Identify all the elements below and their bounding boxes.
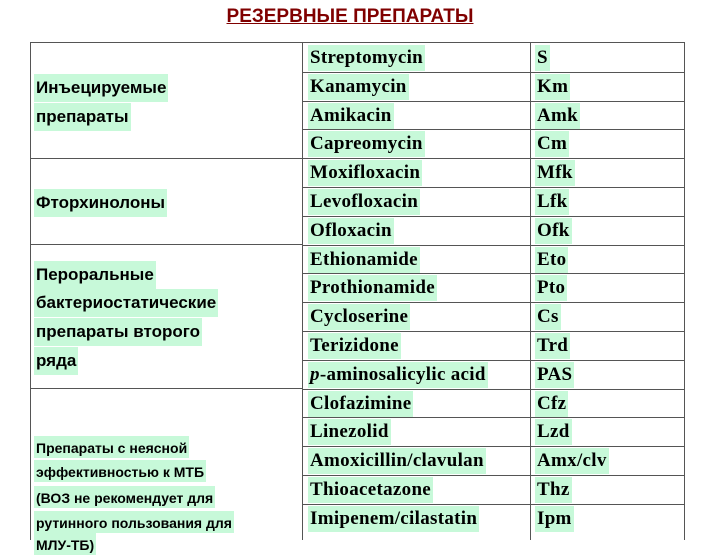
category-line: (ВОЗ не рекомендует для (34, 486, 215, 508)
row-separator (302, 446, 684, 447)
drug-name (308, 304, 410, 330)
drug-name-text: -aminosalicylic acid (319, 364, 486, 385)
drug-name-text: Capreomycin (310, 133, 423, 154)
drug-name-text: Amoxicillin/clavulan (310, 450, 484, 471)
table-top-border (30, 42, 684, 43)
category-separator (30, 244, 302, 245)
category-line: препараты второго (34, 318, 202, 346)
drug-name (308, 131, 425, 157)
drug-abbreviation: Ofk (535, 218, 572, 244)
drug-abbreviation: Amk (535, 103, 580, 129)
table-border-right (684, 42, 685, 540)
drug-name-text: Levofloxacin (310, 191, 419, 212)
row-separator (302, 475, 684, 476)
drug-abbreviation: PAS (535, 362, 574, 388)
drug-abbreviation: Trd (535, 333, 570, 359)
category-line: Пероральные (34, 261, 156, 289)
category-line: эффективностью к МТБ (34, 460, 206, 482)
drug-name (308, 45, 425, 71)
drug-name (308, 419, 391, 445)
drug-name-text: Cycloserine (310, 306, 409, 327)
drug-name-text: Terizidone (310, 335, 399, 356)
category-separator (30, 158, 302, 159)
category-line: рутинного пользования для (34, 511, 234, 533)
row-separator (302, 302, 684, 303)
drug-name-text: Imipenem/cilastatin (310, 508, 478, 529)
drug-name-text: Ethionamide (310, 249, 418, 270)
drug-abbreviation: Mfk (535, 160, 575, 186)
table-divider-1 (302, 42, 303, 540)
row-separator (302, 389, 684, 390)
row-separator (302, 504, 684, 505)
category-separator (30, 388, 302, 389)
table-border-left (30, 42, 31, 540)
drug-abbreviation: Km (535, 74, 570, 100)
drug-name (308, 189, 420, 215)
row-separator (302, 360, 684, 361)
drug-name (308, 160, 422, 186)
drug-name-text: Linezolid (310, 421, 389, 442)
drug-name-text: Prothionamide (310, 277, 435, 298)
row-separator (302, 187, 684, 188)
row-separator (302, 158, 684, 159)
drug-abbreviation: Ipm (535, 506, 574, 532)
category-line: Препараты с неясной (34, 436, 189, 458)
category-line: Фторхинолоны (34, 189, 167, 217)
drug-name (308, 103, 394, 129)
row-separator (302, 101, 684, 102)
drug-abbreviation: Pto (535, 275, 567, 301)
drug-name-text: Thioacetazone (310, 479, 432, 500)
drug-name-text: Clofazimine (310, 393, 412, 414)
page-title: РЕЗЕРВНЫЕ ПРЕПАРАТЫ (226, 6, 474, 27)
drug-abbreviation: Cfz (535, 391, 568, 417)
table-divider-2 (530, 42, 531, 540)
drug-abbreviation: Thz (535, 477, 572, 503)
drug-abbreviation: Lfk (535, 189, 569, 215)
drug-name (308, 362, 488, 388)
drug-abbreviation: Eto (535, 247, 568, 273)
category-line: ряда (34, 347, 78, 375)
category-line: МЛУ-ТБ) (34, 533, 96, 555)
drug-name-text: Amikacin (310, 105, 392, 126)
drug-name (308, 74, 409, 100)
drug-name (308, 275, 437, 301)
drug-abbreviation: Cs (535, 304, 561, 330)
drug-abbreviation: Cm (535, 131, 569, 157)
row-separator (302, 417, 684, 418)
drug-name-text: Moxifloxacin (310, 162, 421, 183)
drug-abbreviation: Amx/clv (535, 448, 609, 474)
drug-name-prefix: p (310, 364, 320, 385)
drug-abbreviation: Lzd (535, 419, 572, 445)
drug-name (308, 391, 413, 417)
drug-name (308, 477, 433, 503)
row-separator (302, 245, 684, 246)
drug-abbreviation: S (535, 45, 550, 71)
category-line: бактериостатические (34, 289, 218, 317)
row-separator (302, 72, 684, 73)
drug-name (308, 218, 394, 244)
row-separator (302, 331, 684, 332)
drug-name (308, 247, 420, 273)
row-separator (302, 129, 684, 130)
drug-name (308, 506, 479, 532)
drug-name-text: Ofloxacin (310, 220, 392, 241)
row-separator (302, 216, 684, 217)
category-line: препараты (34, 103, 131, 131)
drug-name (308, 333, 401, 359)
drug-name (308, 448, 486, 474)
drug-name-text: Kanamycin (310, 76, 407, 97)
row-separator (302, 273, 684, 274)
category-line: Инъецируемые (34, 74, 168, 102)
drug-name-text: Streptomycin (310, 47, 424, 68)
